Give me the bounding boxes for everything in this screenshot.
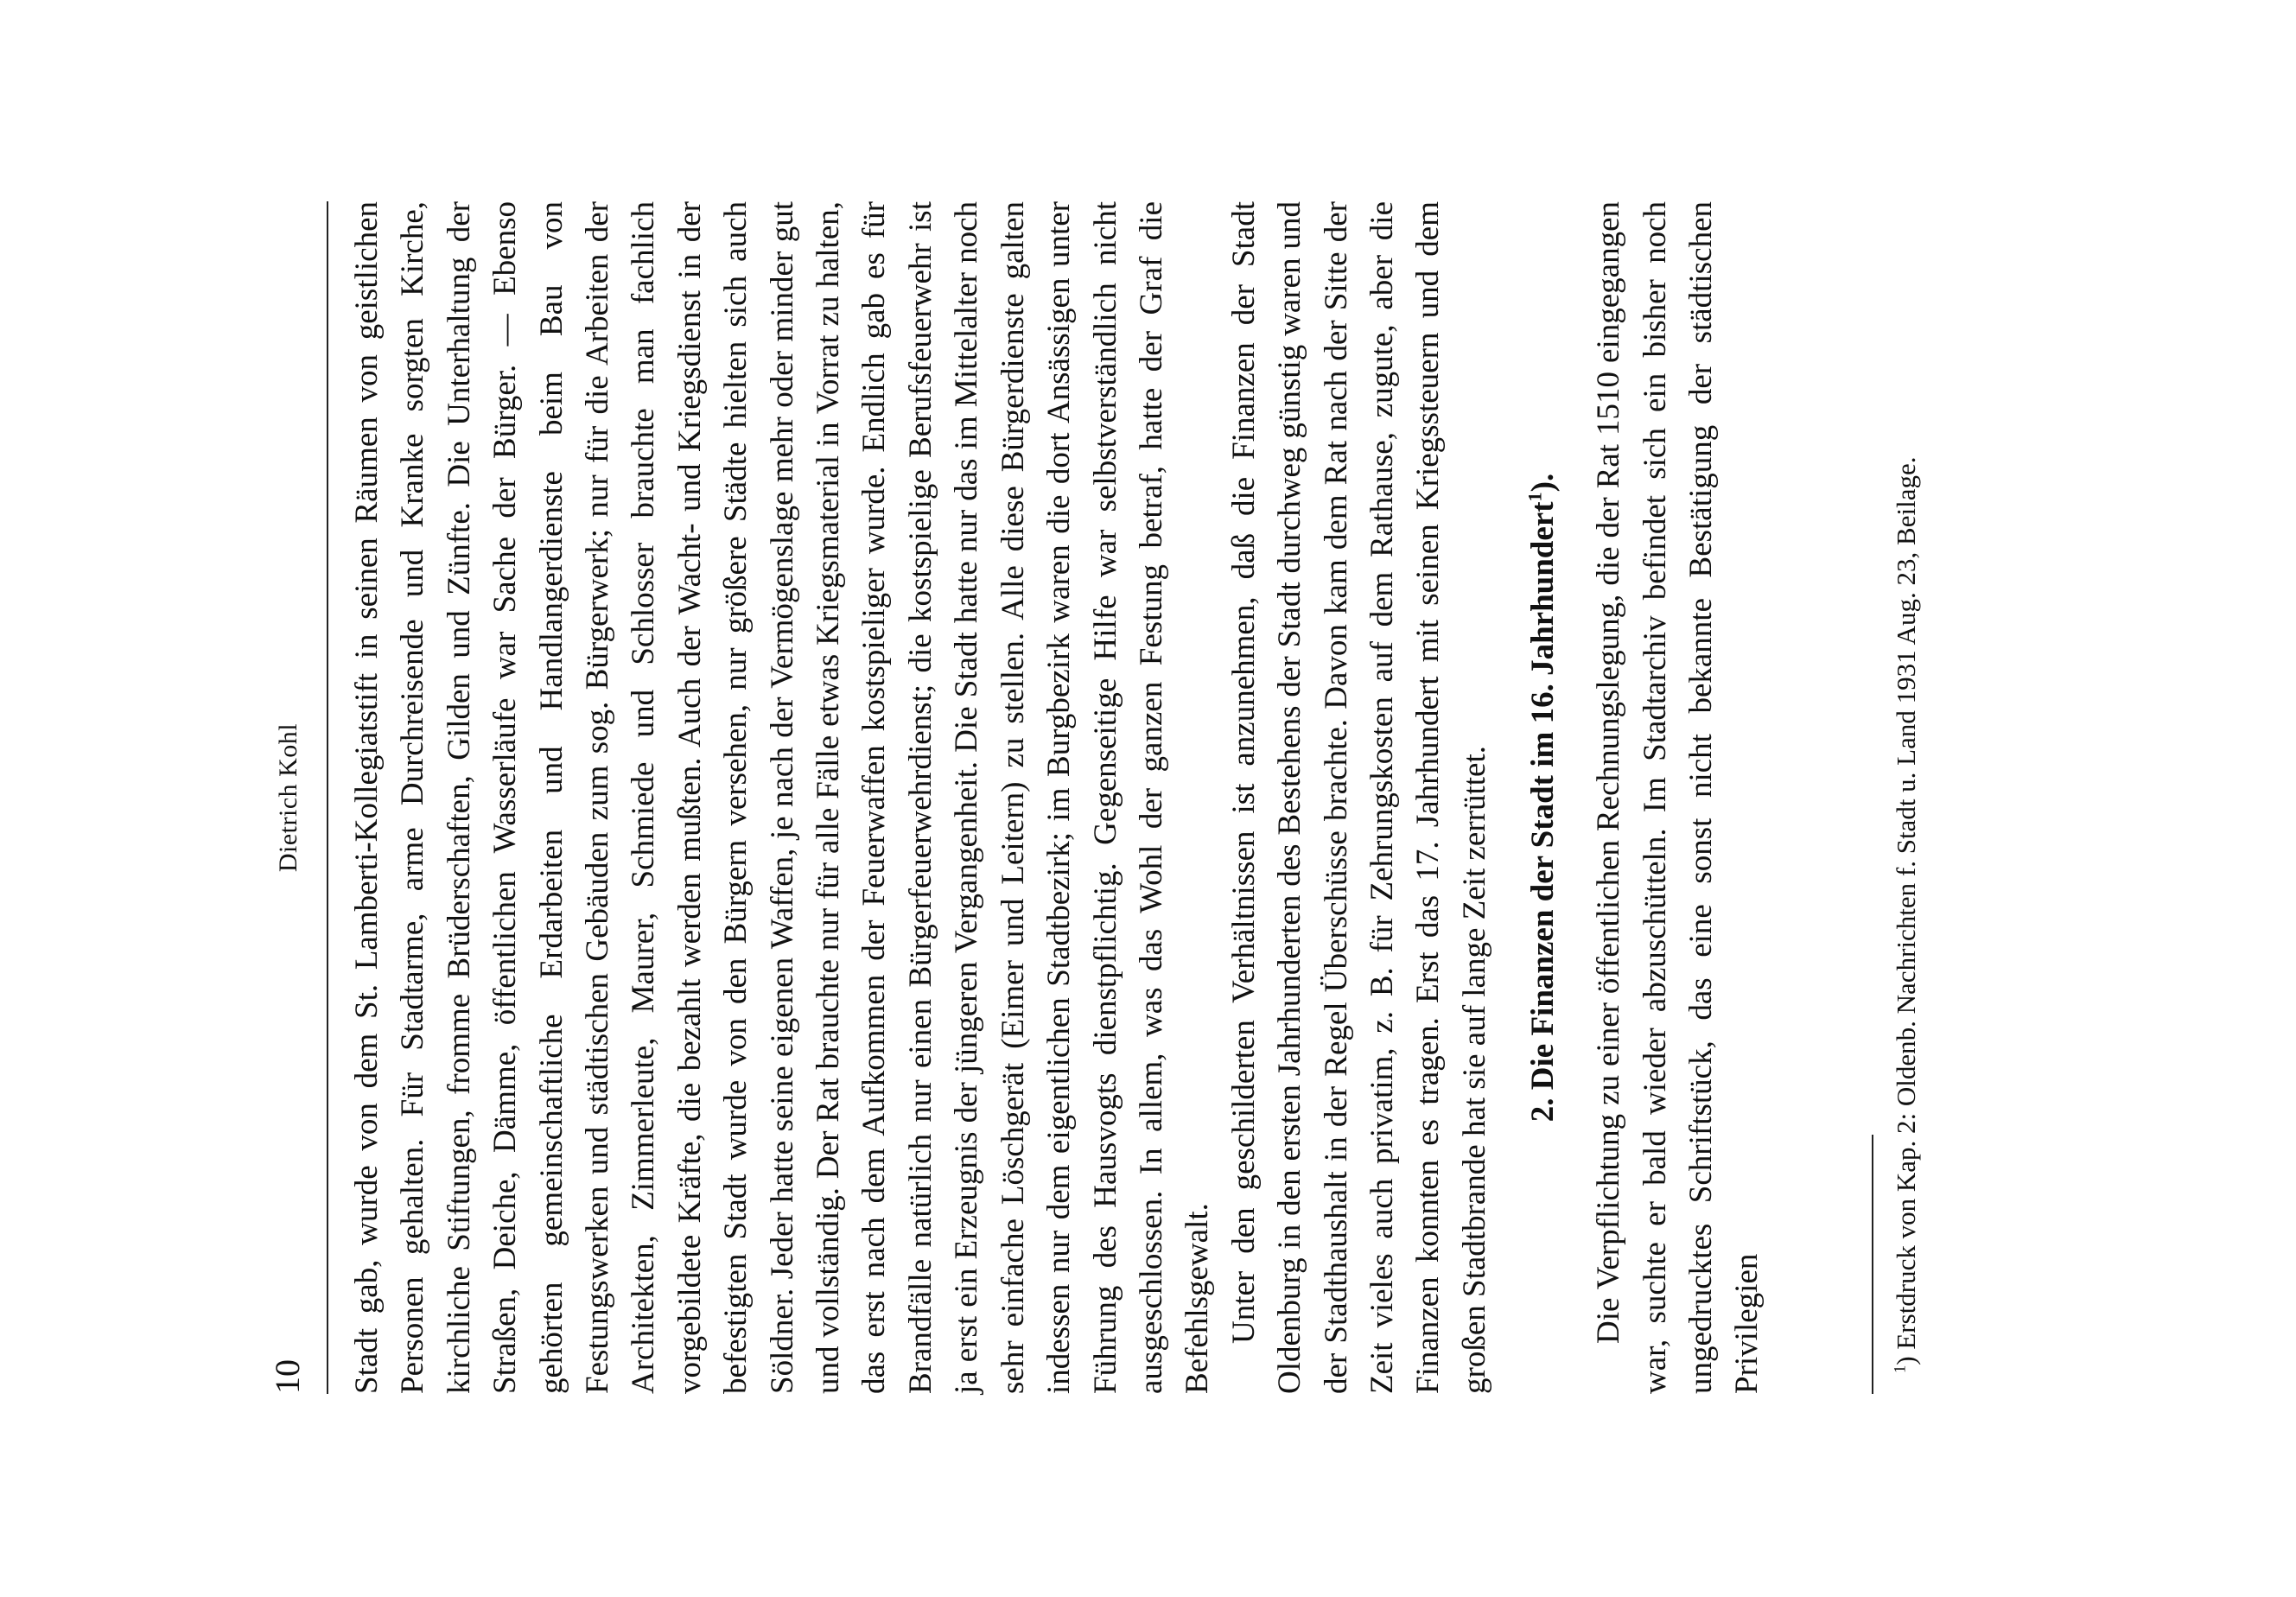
body-text [344,201,1771,1394]
rotated-page-content [249,201,2046,1394]
footnote-rule [1872,1135,1873,1394]
paragraph-3: Die Verpflichtung zu einer öffentlichen Rechnungslegung, die der Rat 1510 eingegangen war, suchte er bald wieder abzuschütteln. Im Stadtarchiv befindet sich ein bisher noch ungedrucktes Schriftstück, das eine sonst nicht bekannte Bestätigung der städtischen Privilegien [1591,201,1765,1394]
footnote-reference: 1 [1523,492,1546,502]
paragraph-2: Unter den geschilderten Verhältnissen ist anzunehmen, daß die Finanzen der Stadt Oldenburg in den ersten Jahrhunderten des Bestehens der Stadt durchweg günstig waren und der Stadthaushalt in der Regel Überschüsse brachte. Davon kam dem Rat nach der Sitte der Zeit vieles auch privatim, z. B. für Zehrungskosten auf dem Rathause, zugute, aber die Finanzen konnten es tragen. Erst das 17. Jahrhundert mit seinen Kriegssteuern und dem großen Stadtbrande hat sie auf lange Zeit zerrüttet. [1225,201,1492,1394]
page-number: 10 [268,1359,307,1394]
footnote [1886,201,1926,1394]
header-rule [327,201,328,1394]
paragraph-1: Stadt gab, wurde von dem St. Lamberti-Kollegiatstift in seinen Räumen von geistlichen Personen gehalten. Für Stadtarme, arme Durchreisende und Kranke sorgten Kirche, kirchliche Stiftungen, fromme Brüderschaften, Gilden und Zünfte. Die Unterhaltung der Straßen, Deiche, Dämme, öffentlichen Wasserläufe war Sache der Bürger. — Ebenso gehörten gemeinschaftliche Erdarbeiten und Handlangerdienste beim Bau von Festungswerken und städtischen Gebäuden zum sog. Bürgerwerk; nur für die Arbeiten der Architekten, Zimmerleute, Maurer, Schmiede und Schlosser brauchte man fachlich vorgebildete Kräfte, die bezahlt werden mußten. Auch der Wacht- und Kriegsdienst in der befestigten Stadt wurde von den Bürgern versehen, nur größere Städte hielten sich auch Söldner. Jeder hatte seine eigenen Waffen, je nach der Vermögenslage mehr oder minder gut und vollständig. Der Rat brauchte nur für alle Fälle etwas Kriegsmaterial in Vorrat zu halten, das erst nach dem Aufkommen der Feuerwaffen kostspieliger wurde. Endlich gab es für Brandfälle natürlich nur einen Bürgerfeuerwehrdienst; die kostspielige Berufsfeuerwehr ist ja erst ein Erzeugnis der jüngeren Vergangenheit. Die Stadt hatte nur das im Mittelalter noch sehr einfache Löschgerät (Eimer und Leitern) zu stellen. Alle diese Bürgerdienste galten indessen nur dem eigentlichen Stadtbezirk; im Burgbezirk waren die dort Ansässigen unter Führung des Hausvogts dienstpflichtig. Gegenseitige Hilfe war selbstverständlich nicht ausgeschlossen. In allem, was das Wohl der ganzen Festung betraf, hatte der Graf die Befehlsgewalt. [349,201,1216,1394]
section-heading [1522,201,1565,1394]
section-heading-text: 2. Die Finanzen der Stadt im 16. Jahrhundert [1525,501,1561,1123]
footnote-marker-close: ) [1891,1356,1921,1365]
running-head: Dietrich Kohl [274,722,302,873]
page-header [249,201,327,1394]
footnote-marker: 1 [1891,1365,1910,1373]
section-heading-end: ). [1525,473,1561,493]
footnote-text: Erstdruck von Kap. 2: Oldenb. Nachrichten f. Stadt u. Land 1931 Aug. 23, Beilage. [1891,456,1921,1357]
